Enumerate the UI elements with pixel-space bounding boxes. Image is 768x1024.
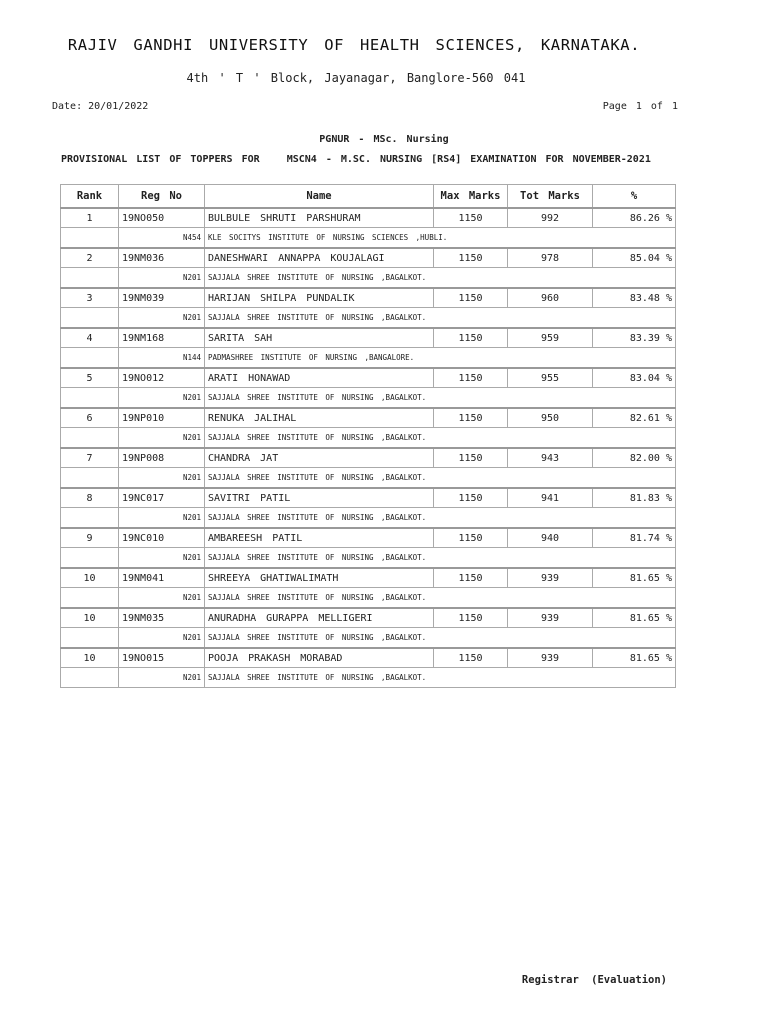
college-name-cell: PADMASHREE INSTITUTE OF NURSING ,BANGALORE. bbox=[205, 348, 508, 369]
college-row bbox=[61, 228, 676, 249]
empty-cell bbox=[61, 228, 119, 249]
table-row bbox=[61, 368, 676, 388]
table-row bbox=[61, 288, 676, 308]
name-cell: SAVITRI PATIL bbox=[205, 488, 434, 508]
college-row bbox=[61, 548, 676, 569]
empty-cell bbox=[61, 468, 119, 489]
college-name-cell: SAJJALA SHREE INSTITUTE OF NURSING ,BAGALKOT. bbox=[205, 588, 508, 609]
empty-cell bbox=[61, 628, 119, 649]
university-address: 4th ' T ' Block, Jayanagar, Banglore-560 041 bbox=[186, 71, 526, 85]
reg-no-cell: 19NO012 bbox=[119, 368, 205, 388]
name-cell: SHREEYA GHATIWALIMATH bbox=[205, 568, 434, 588]
column-header-reg-no: Reg No bbox=[119, 185, 205, 209]
rank-cell: 5 bbox=[61, 368, 119, 388]
name-cell: SARITA SAH bbox=[205, 328, 434, 348]
rank-cell: 2 bbox=[61, 248, 119, 268]
tot-marks-cell: 939 bbox=[508, 648, 593, 668]
college-name-cell: KLE SOCITYS INSTITUTE OF NURSING SCIENCES ,HUBLI. bbox=[205, 228, 508, 249]
reg-no-cell: 19NC010 bbox=[119, 528, 205, 548]
rank-cell: 10 bbox=[61, 608, 119, 628]
college-code-cell: N201 bbox=[119, 388, 205, 409]
name-cell: BULBULE SHRUTI PARSHURAM bbox=[205, 208, 434, 228]
percent-cell: 81.65 % bbox=[593, 608, 676, 628]
tot-marks-cell: 960 bbox=[508, 288, 593, 308]
empty-cell bbox=[61, 388, 119, 409]
empty-cell bbox=[61, 308, 119, 329]
college-name-cell: SAJJALA SHREE INSTITUTE OF NURSING ,BAGALKOT. bbox=[205, 268, 508, 289]
column-header-name: Name bbox=[205, 185, 434, 209]
table-row bbox=[61, 648, 676, 668]
reg-no-cell: 19NP010 bbox=[119, 408, 205, 428]
percent-cell: 85.04 % bbox=[593, 248, 676, 268]
empty-cell bbox=[61, 548, 119, 569]
college-row bbox=[61, 508, 676, 529]
empty-cell bbox=[508, 228, 676, 249]
college-code-cell: N201 bbox=[119, 468, 205, 489]
college-code-cell: N201 bbox=[119, 628, 205, 649]
empty-cell bbox=[61, 428, 119, 449]
reg-no-cell: 19NM039 bbox=[119, 288, 205, 308]
rank-cell: 10 bbox=[61, 568, 119, 588]
percent-cell: 86.26 % bbox=[593, 208, 676, 228]
rank-cell: 1 bbox=[61, 208, 119, 228]
rank-cell: 3 bbox=[61, 288, 119, 308]
college-row bbox=[61, 348, 676, 369]
table-row bbox=[61, 408, 676, 428]
table-row bbox=[61, 248, 676, 268]
tot-marks-cell: 950 bbox=[508, 408, 593, 428]
rank-cell: 6 bbox=[61, 408, 119, 428]
tot-marks-cell: 939 bbox=[508, 608, 593, 628]
college-row bbox=[61, 308, 676, 329]
rank-cell: 7 bbox=[61, 448, 119, 468]
college-name-cell: SAJJALA SHREE INSTITUTE OF NURSING ,BAGALKOT. bbox=[205, 508, 508, 529]
table-row bbox=[61, 488, 676, 508]
tot-marks-cell: 943 bbox=[508, 448, 593, 468]
table-row bbox=[61, 448, 676, 468]
college-name-cell: SAJJALA SHREE INSTITUTE OF NURSING ,BAGALKOT. bbox=[205, 668, 508, 688]
college-name-cell: SAJJALA SHREE INSTITUTE OF NURSING ,BAGALKOT. bbox=[205, 468, 508, 489]
reg-no-cell: 19NO015 bbox=[119, 648, 205, 668]
college-code-cell: N201 bbox=[119, 268, 205, 289]
max-marks-cell: 1150 bbox=[434, 208, 508, 228]
rank-cell: 9 bbox=[61, 528, 119, 548]
empty-cell bbox=[508, 388, 676, 409]
reg-no-cell: 19NO050 bbox=[119, 208, 205, 228]
reg-no-cell: 19NC017 bbox=[119, 488, 205, 508]
college-code-cell: N201 bbox=[119, 668, 205, 688]
college-name-cell: SAJJALA SHREE INSTITUTE OF NURSING ,BAGALKOT. bbox=[205, 428, 508, 449]
max-marks-cell: 1150 bbox=[434, 248, 508, 268]
tot-marks-cell: 955 bbox=[508, 368, 593, 388]
empty-cell bbox=[508, 348, 676, 369]
max-marks-cell: 1150 bbox=[434, 288, 508, 308]
college-name-cell: SAJJALA SHREE INSTITUTE OF NURSING ,BAGALKOT. bbox=[205, 388, 508, 409]
empty-cell bbox=[61, 588, 119, 609]
empty-cell bbox=[508, 428, 676, 449]
max-marks-cell: 1150 bbox=[434, 488, 508, 508]
empty-cell bbox=[508, 548, 676, 569]
name-cell: HARIJAN SHILPA PUNDALIK bbox=[205, 288, 434, 308]
name-cell: ARATI HONAWAD bbox=[205, 368, 434, 388]
name-cell: DANESHWARI ANNAPPA KOUJALAGI bbox=[205, 248, 434, 268]
tot-marks-cell: 978 bbox=[508, 248, 593, 268]
percent-cell: 81.65 % bbox=[593, 648, 676, 668]
college-name-cell: SAJJALA SHREE INSTITUTE OF NURSING ,BAGALKOT. bbox=[205, 628, 508, 649]
college-code-cell: N201 bbox=[119, 308, 205, 329]
reg-no-cell: 19NP008 bbox=[119, 448, 205, 468]
column-header-rank: Rank bbox=[61, 185, 119, 209]
empty-cell bbox=[61, 508, 119, 529]
table-row bbox=[61, 328, 676, 348]
course-title: PGNUR - MSc. Nursing bbox=[319, 134, 449, 145]
empty-cell bbox=[508, 588, 676, 609]
table-row bbox=[61, 568, 676, 588]
toppers-table bbox=[60, 184, 676, 688]
tot-marks-cell: 940 bbox=[508, 528, 593, 548]
college-row bbox=[61, 668, 676, 688]
college-row bbox=[61, 628, 676, 649]
percent-cell: 82.61 % bbox=[593, 408, 676, 428]
college-code-cell: N201 bbox=[119, 548, 205, 569]
college-row bbox=[61, 388, 676, 409]
percent-cell: 81.65 % bbox=[593, 568, 676, 588]
reg-no-cell: 19NM041 bbox=[119, 568, 205, 588]
rank-cell: 10 bbox=[61, 648, 119, 668]
column-header-percent: % bbox=[593, 185, 676, 209]
percent-cell: 83.48 % bbox=[593, 288, 676, 308]
name-cell: ANURADHA GURAPPA MELLIGERI bbox=[205, 608, 434, 628]
max-marks-cell: 1150 bbox=[434, 368, 508, 388]
max-marks-cell: 1150 bbox=[434, 528, 508, 548]
college-code-cell: N201 bbox=[119, 508, 205, 529]
empty-cell bbox=[508, 308, 676, 329]
document-date: Date: 20/01/2022 bbox=[52, 101, 149, 112]
name-cell: CHANDRA JAT bbox=[205, 448, 434, 468]
percent-cell: 83.39 % bbox=[593, 328, 676, 348]
college-row bbox=[61, 268, 676, 289]
name-cell: AMBAREESH PATIL bbox=[205, 528, 434, 548]
reg-no-cell: 19NM036 bbox=[119, 248, 205, 268]
registrar-signature: Registrar (Evaluation) bbox=[521, 974, 667, 986]
empty-cell bbox=[61, 668, 119, 688]
rank-cell: 4 bbox=[61, 328, 119, 348]
college-code-cell: N201 bbox=[119, 588, 205, 609]
college-code-cell: N454 bbox=[119, 228, 205, 249]
empty-cell bbox=[508, 668, 676, 688]
empty-cell bbox=[61, 268, 119, 289]
page-number: Page 1 of 1 bbox=[602, 101, 678, 112]
college-row bbox=[61, 468, 676, 489]
percent-cell: 83.04 % bbox=[593, 368, 676, 388]
max-marks-cell: 1150 bbox=[434, 568, 508, 588]
max-marks-cell: 1150 bbox=[434, 648, 508, 668]
empty-cell bbox=[508, 508, 676, 529]
empty-cell bbox=[508, 268, 676, 289]
max-marks-cell: 1150 bbox=[434, 608, 508, 628]
list-title: PROVISIONAL LIST OF TOPPERS FOR MSCN4 - M.SC. NURSING [RS4] EXAMINATION FOR NOVEMBER-2021 bbox=[61, 154, 651, 165]
empty-cell bbox=[61, 348, 119, 369]
rank-cell: 8 bbox=[61, 488, 119, 508]
table-row bbox=[61, 208, 676, 228]
tot-marks-cell: 941 bbox=[508, 488, 593, 508]
table-header-row bbox=[61, 185, 676, 209]
table-row bbox=[61, 528, 676, 548]
max-marks-cell: 1150 bbox=[434, 328, 508, 348]
reg-no-cell: 19NM168 bbox=[119, 328, 205, 348]
table-body bbox=[61, 208, 676, 688]
column-header-tot-marks: Tot Marks bbox=[508, 185, 593, 209]
college-row bbox=[61, 428, 676, 449]
tot-marks-cell: 959 bbox=[508, 328, 593, 348]
university-title: RAJIV GANDHI UNIVERSITY OF HEALTH SCIENCES, KARNATAKA. bbox=[67, 36, 641, 54]
max-marks-cell: 1150 bbox=[434, 448, 508, 468]
reg-no-cell: 19NM035 bbox=[119, 608, 205, 628]
name-cell: RENUKA JALIHAL bbox=[205, 408, 434, 428]
empty-cell bbox=[508, 628, 676, 649]
college-row bbox=[61, 588, 676, 609]
percent-cell: 81.83 % bbox=[593, 488, 676, 508]
max-marks-cell: 1150 bbox=[434, 408, 508, 428]
college-code-cell: N144 bbox=[119, 348, 205, 369]
name-cell: POOJA PRAKASH MORABAD bbox=[205, 648, 434, 668]
percent-cell: 82.00 % bbox=[593, 448, 676, 468]
tot-marks-cell: 939 bbox=[508, 568, 593, 588]
college-name-cell: SAJJALA SHREE INSTITUTE OF NURSING ,BAGALKOT. bbox=[205, 548, 508, 569]
percent-cell: 81.74 % bbox=[593, 528, 676, 548]
table-row bbox=[61, 608, 676, 628]
tot-marks-cell: 992 bbox=[508, 208, 593, 228]
college-name-cell: SAJJALA SHREE INSTITUTE OF NURSING ,BAGALKOT. bbox=[205, 308, 508, 329]
college-code-cell: N201 bbox=[119, 428, 205, 449]
column-header-max-marks: Max Marks bbox=[434, 185, 508, 209]
empty-cell bbox=[508, 468, 676, 489]
